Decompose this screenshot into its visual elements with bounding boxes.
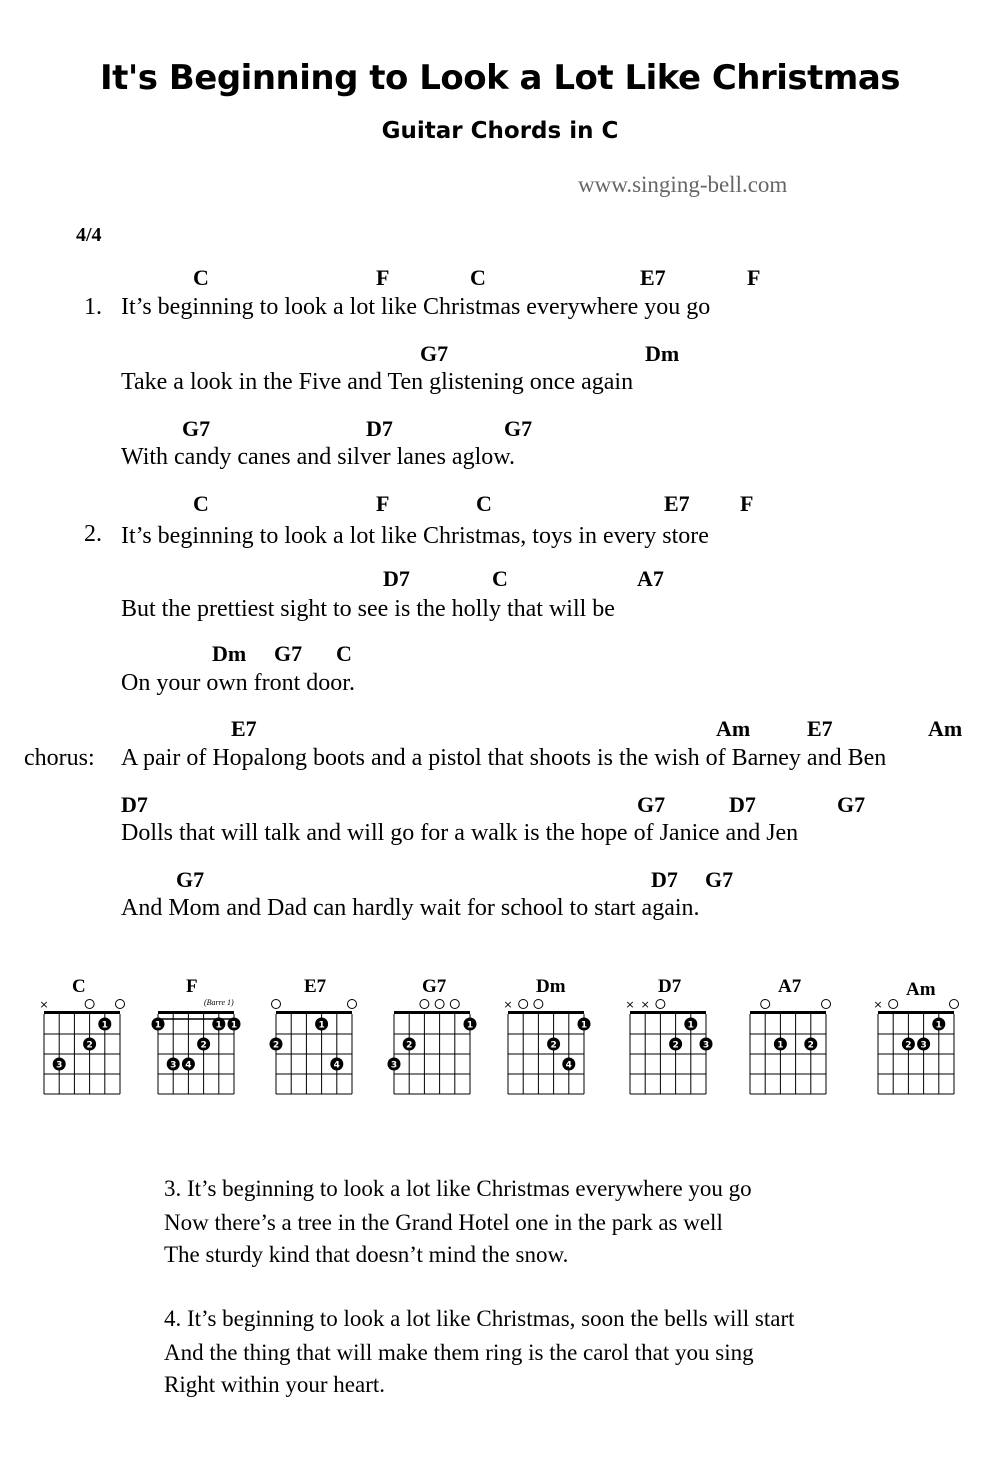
chord-diagram-name: A7: [778, 976, 802, 997]
chord-label: F: [747, 265, 761, 290]
chord-diagram: [620, 975, 716, 1105]
lyric-line: And Mom and Dad can hardly wait for school to start again.: [121, 895, 700, 921]
finger-number: 2: [200, 1040, 207, 1051]
chord-label: F: [740, 491, 754, 516]
chord-label: Dm: [212, 641, 247, 666]
website-link[interactable]: www.singing-bell.com: [578, 172, 788, 197]
chord-label: C: [470, 265, 486, 290]
chord-diagram: [868, 975, 964, 1105]
chord-label: G7: [837, 792, 866, 817]
finger-number: 3: [920, 1040, 927, 1051]
muted-string-marker: ×: [873, 998, 883, 1011]
lyric-line: But the prettiest sight to see is the holly that will be: [121, 596, 615, 622]
lyric-line: With candy canes and silver lanes aglow.: [121, 444, 516, 470]
diagram-nut: [630, 1011, 706, 1014]
verse-number: 2.: [84, 521, 102, 547]
chord-label: C: [193, 491, 209, 516]
finger-number: 3: [170, 1060, 177, 1071]
muted-string-marker: ×: [625, 998, 635, 1011]
chord-label: G7: [637, 792, 666, 817]
chorus-label: chorus:: [24, 745, 95, 771]
diagram-nut: [394, 1011, 470, 1014]
song-title: It's Beginning to Look a Lot Like Christmas: [99, 58, 901, 98]
chord-label: G7: [274, 641, 303, 666]
chord-label: G7: [420, 341, 449, 366]
finger-number: 3: [56, 1060, 63, 1071]
chord-diagram-name: G7: [422, 976, 447, 997]
open-string-marker: [656, 1000, 665, 1009]
finger-number: 4: [333, 1060, 340, 1071]
chord-label: C: [492, 566, 508, 591]
finger-number: 1: [230, 1020, 238, 1031]
chord-label: E7: [231, 716, 257, 741]
lyric-line: Now there’s a tree in the Grand Hotel one in the park as well: [164, 1210, 723, 1235]
open-string-marker: [435, 1000, 444, 1009]
chord-label: G7: [504, 416, 533, 441]
finger-number: 1: [215, 1020, 222, 1031]
chord-label: G7: [176, 867, 205, 892]
chord-label: D7: [651, 867, 678, 892]
finger-number: 1: [580, 1020, 588, 1031]
chord-label: D7: [366, 416, 393, 441]
diagram-nut: [878, 1011, 954, 1014]
lyric-line: It’s beginning to look a lot like Christmas, toys in every store: [121, 523, 709, 549]
chord-diagrams: [0, 975, 1000, 1105]
diagram-nut: [158, 1011, 234, 1014]
finger-number: 1: [466, 1020, 474, 1031]
chord-label: G7: [705, 867, 734, 892]
chord-diagram-name: E7: [304, 976, 327, 997]
lyric-line: A pair of Hopalong boots and a pistol that shoots is the wish of Barney and Ben: [121, 745, 887, 771]
lyric-line: It’s beginning to look a lot like Christmas everywhere you go: [121, 294, 711, 320]
finger-number: 2: [672, 1040, 679, 1051]
open-string-marker: [85, 1000, 94, 1009]
chord-label: G7: [182, 416, 211, 441]
chord-diagram-name: Dm: [536, 976, 566, 997]
muted-string-marker: ×: [640, 998, 650, 1011]
muted-string-marker: ×: [503, 998, 513, 1011]
diagram-nut: [508, 1011, 584, 1014]
chord-diagram: [34, 975, 130, 1105]
finger-number: 1: [777, 1040, 784, 1051]
finger-number: 2: [272, 1040, 280, 1051]
open-string-marker: [822, 1000, 831, 1009]
finger-number: 1: [318, 1020, 325, 1031]
diagram-nut: [750, 1011, 826, 1014]
finger-number: 4: [565, 1060, 572, 1071]
finger-number: 2: [406, 1040, 413, 1051]
chord-diagram: [740, 975, 836, 1105]
chord-diagram: [498, 975, 594, 1105]
chord-label: E7: [640, 265, 666, 290]
chord-label: Am: [716, 716, 751, 741]
chord-label: D7: [121, 792, 148, 817]
lyric-line: Dolls that will talk and will go for a walk is the hope of Janice and Jen: [121, 820, 799, 846]
open-string-marker: [116, 1000, 125, 1009]
finger-number: 1: [101, 1020, 108, 1031]
diagram-nut: [276, 1011, 352, 1014]
muted-string-marker: ×: [39, 998, 49, 1011]
lyric-line: The sturdy kind that doesn’t mind the snow.: [164, 1242, 569, 1267]
finger-number: 3: [390, 1060, 398, 1071]
chord-label: C: [193, 265, 209, 290]
chord-diagram: [384, 975, 480, 1105]
chord-label: D7: [729, 792, 756, 817]
lyric-line: On your own front door.: [121, 670, 355, 696]
diagram-nut: [44, 1011, 120, 1014]
chord-diagram-name: C: [72, 976, 86, 997]
barre-note: (Barre 1): [204, 998, 234, 1007]
chord-label: F: [376, 491, 390, 516]
chord-label: F: [376, 265, 390, 290]
open-string-marker: [519, 1000, 528, 1009]
chord-label: Dm: [645, 341, 680, 366]
finger-number: 1: [935, 1020, 942, 1031]
finger-number: 4: [185, 1060, 192, 1071]
chord-label: E7: [664, 491, 690, 516]
chord-label: D7: [383, 566, 410, 591]
open-string-marker: [450, 1000, 459, 1009]
chord-diagram: [266, 975, 362, 1105]
finger-number: 3: [702, 1040, 710, 1051]
chord-label: Am: [928, 716, 963, 741]
chord-diagram: [148, 975, 244, 1105]
finger-number: 2: [86, 1040, 93, 1051]
chord-label: C: [476, 491, 492, 516]
finger-number: 2: [905, 1040, 912, 1051]
finger-number: 2: [807, 1040, 814, 1051]
chord-label: C: [336, 641, 352, 666]
lyric-line: Right within your heart.: [164, 1372, 386, 1397]
chord-label: A7: [637, 566, 664, 591]
chord-diagram-name: F: [186, 976, 198, 997]
lyric-line: 3. It’s beginning to look a lot like Christmas everywhere you go: [164, 1176, 752, 1201]
song-subtitle: Guitar Chords in C: [381, 118, 619, 144]
verse-number: 1.: [84, 294, 102, 320]
lyric-line: 4. It’s beginning to look a lot like Christmas, soon the bells will start: [164, 1306, 795, 1331]
time-signature: 4/4: [76, 224, 102, 246]
chord-label: E7: [807, 716, 833, 741]
lyric-line: And the thing that will make them ring is the carol that you sing: [164, 1340, 754, 1365]
open-string-marker: [534, 1000, 543, 1009]
chord-diagram-name: D7: [658, 976, 682, 997]
chord-diagram-name: Am: [906, 979, 936, 1000]
open-string-marker: [889, 1000, 898, 1009]
open-string-marker: [761, 1000, 770, 1009]
open-string-marker: [272, 1000, 281, 1009]
open-string-marker: [950, 1000, 959, 1009]
lyric-line: Take a look in the Five and Ten glistening once again: [121, 369, 634, 395]
finger-number: 2: [550, 1040, 557, 1051]
finger-number: 1: [154, 1020, 162, 1031]
open-string-marker: [348, 1000, 357, 1009]
open-string-marker: [420, 1000, 429, 1009]
finger-number: 1: [687, 1020, 694, 1031]
